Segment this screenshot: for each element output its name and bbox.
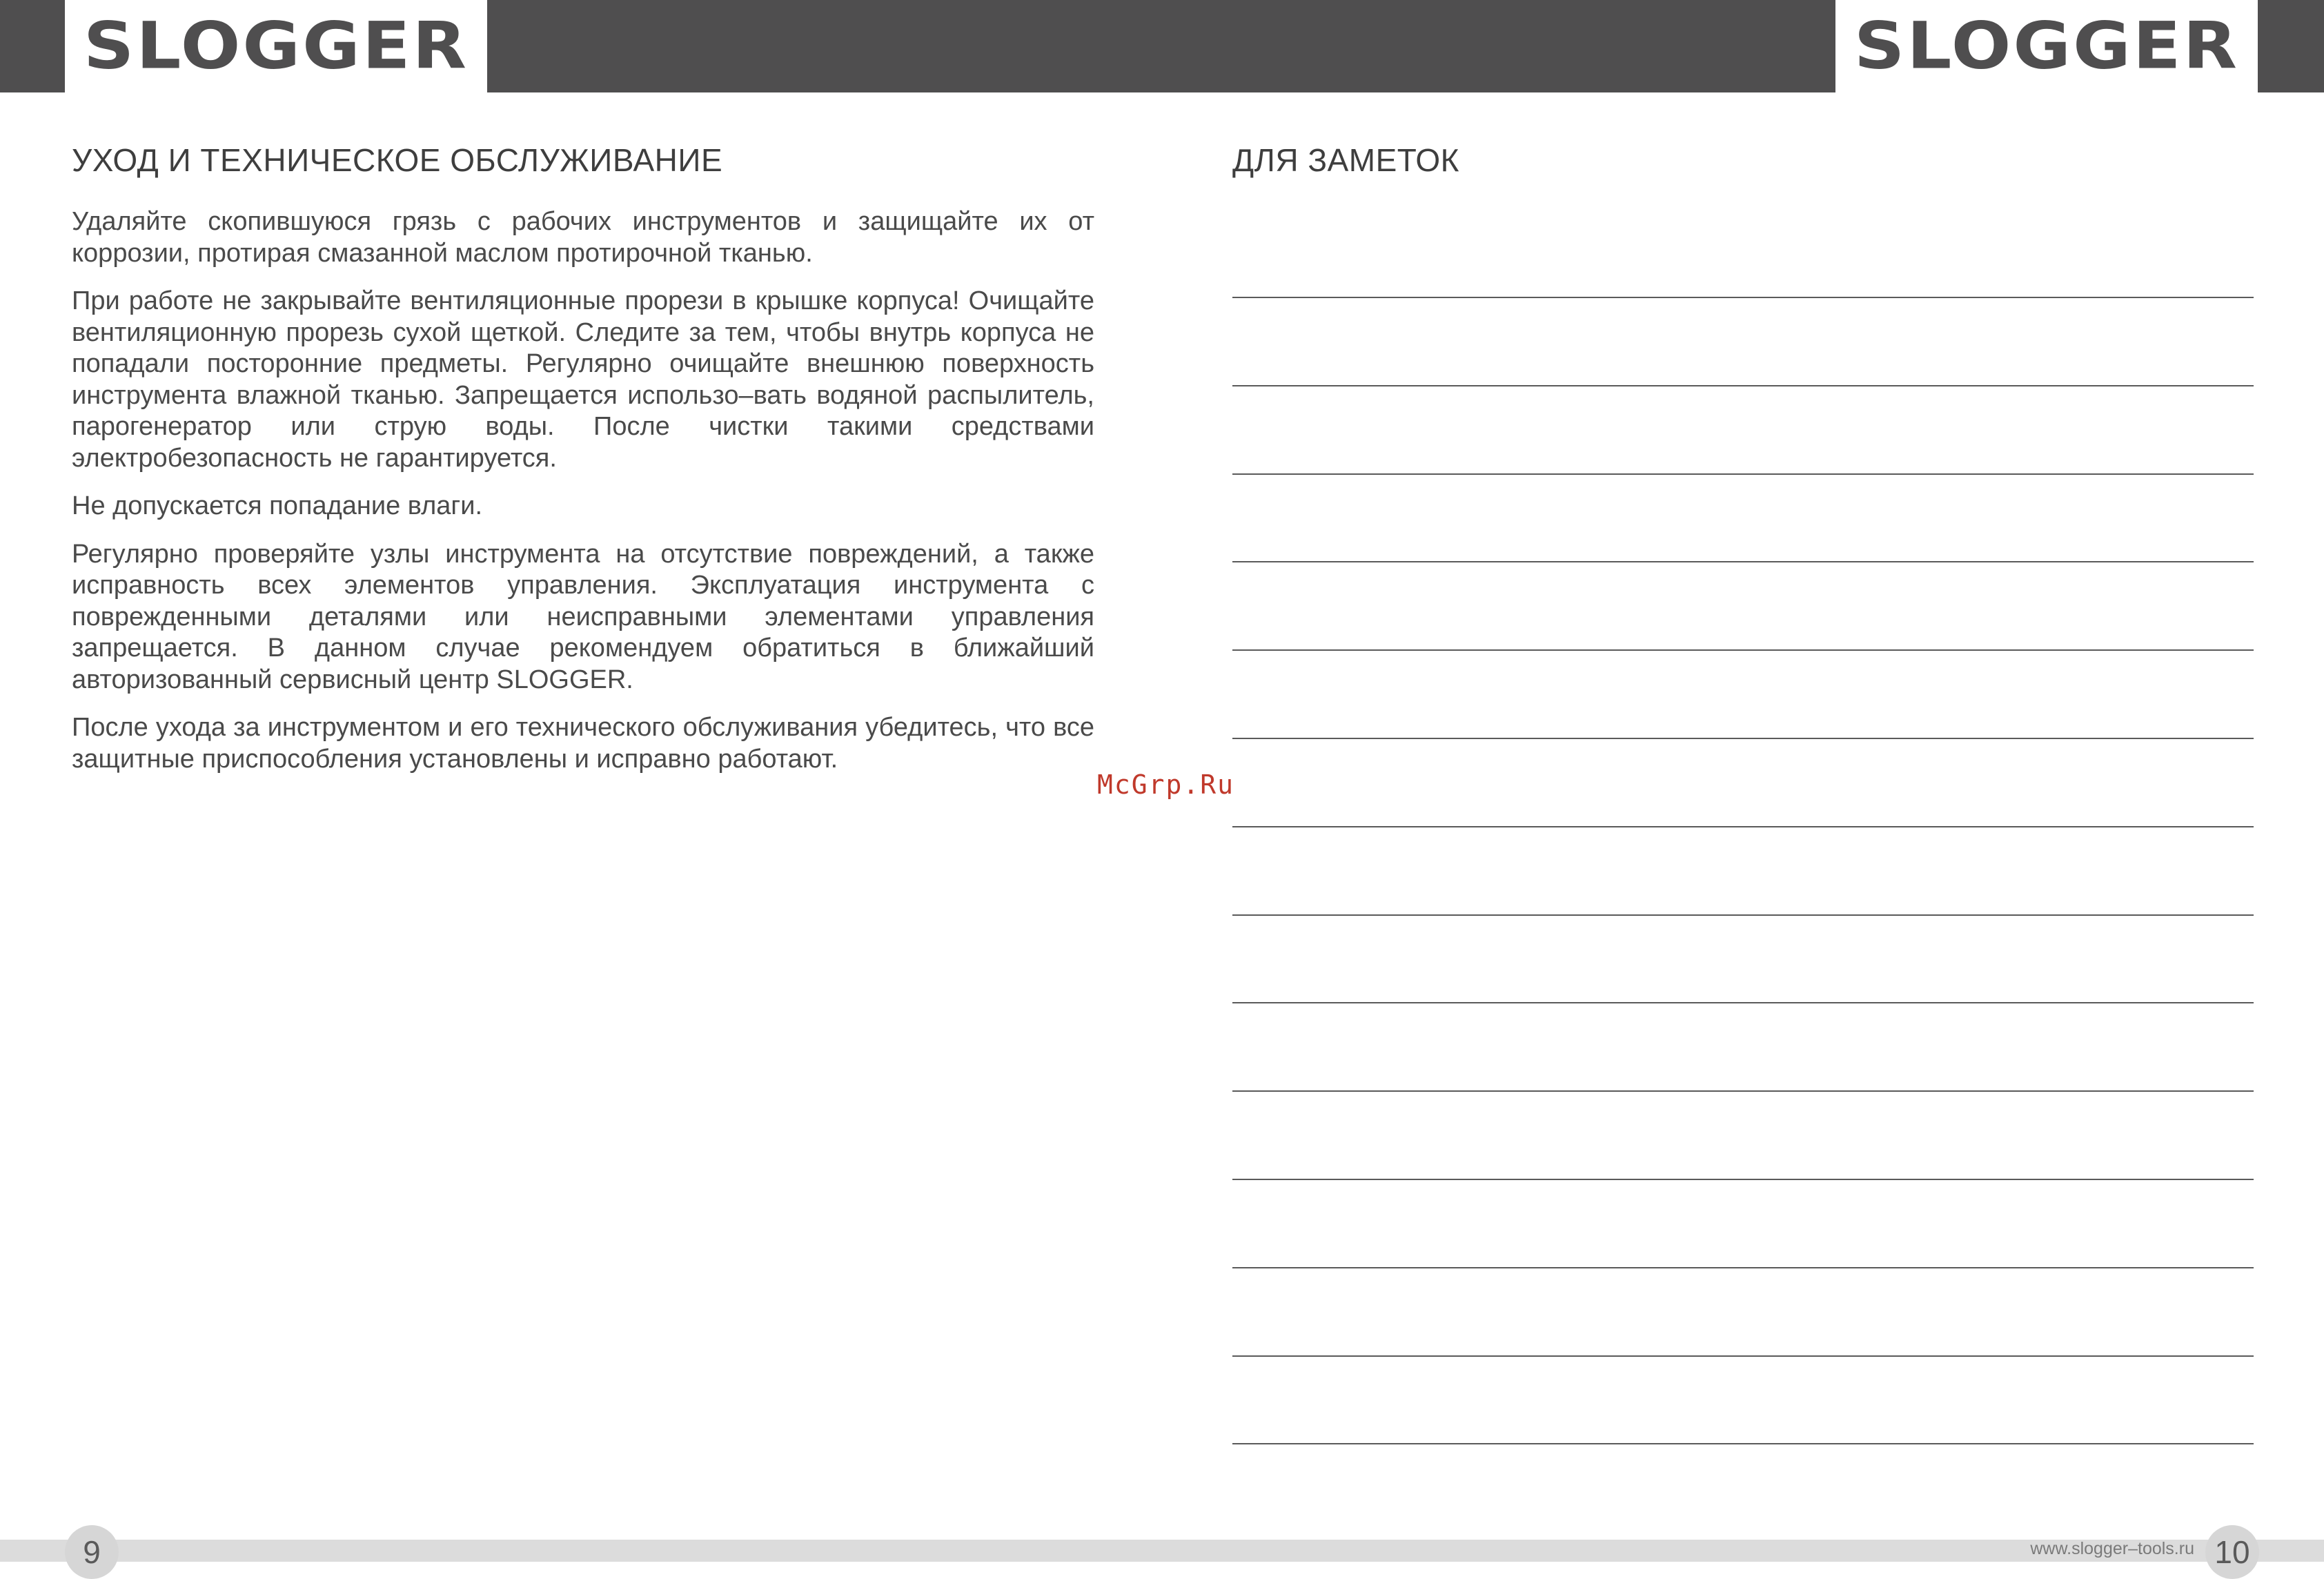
note-line — [1232, 1002, 2254, 1003]
note-line — [1232, 1267, 2254, 1268]
note-line — [1232, 297, 2254, 298]
brand-logo-left — [65, 0, 487, 92]
page-number-right: 10 — [2205, 1525, 2259, 1579]
note-line — [1232, 1179, 2254, 1180]
note-line — [1232, 826, 2254, 827]
paragraph: При работе не закрывайте вентиляционные прорези в крышке корпуса! Очищайте вентиляционную прорезь сухой щеткой. Следите за тем, чтобы внутрь корпуса не попадали посторонние предметы. Регулярно очищайте внешнюю поверхность инструмента влажной тканью. Запрещается использо–вать водяной распылитель, парогенератор или струю воды. После чистки такими средствами электробезопасность не гарантируется. — [72, 286, 1094, 473]
note-line — [1232, 1090, 2254, 1092]
paragraph: Удаляйте скопившуюся грязь с рабочих инструментов и защищайте их от коррозии, протирая смазанной маслом протирочной тканью. — [72, 207, 1094, 268]
brand-logo-text: SLOGGER — [83, 8, 469, 84]
brand-logo-text: SLOGGER — [1853, 8, 2240, 84]
note-line — [1232, 914, 2254, 916]
note-line — [1232, 385, 2254, 386]
note-line — [1232, 649, 2254, 651]
notes-section — [1232, 141, 2254, 179]
footer-band — [0, 1540, 2324, 1562]
care-section — [72, 141, 1094, 792]
paragraph: Не допускается попадание влаги. — [72, 491, 483, 520]
paragraph: После ухода за инструментом и его технического обслуживания убедитесь, что все защитные приспособления установлены и исправно работают. — [72, 713, 1094, 774]
brand-logo-right — [1835, 0, 2258, 92]
note-line — [1232, 738, 2254, 739]
page-number-left: 9 — [65, 1525, 119, 1579]
notes-title: ДЛЯ ЗАМЕТОК — [1232, 142, 1459, 178]
note-line — [1232, 561, 2254, 562]
note-line — [1232, 1355, 2254, 1357]
note-line — [1232, 1443, 2254, 1444]
note-line — [1232, 473, 2254, 475]
website-url: www.slogger–tools.ru — [2030, 1539, 2194, 1558]
watermark: McGrp.Ru — [1097, 769, 1235, 800]
section-title: УХОД И ТЕХНИЧЕСКОЕ ОБСЛУЖИВАНИЕ — [72, 142, 723, 178]
paragraph: Регулярно проверяйте узлы инструмента на отсутствие повреждений, а также исправность всех элементов управления. Эксплуатация инструмента с поврежденными деталями или неисправными элементами управления запрещается. В данном случае рекомендуем обратиться в ближайший авторизованный сервисный центр SLOGGER. — [72, 539, 1094, 694]
